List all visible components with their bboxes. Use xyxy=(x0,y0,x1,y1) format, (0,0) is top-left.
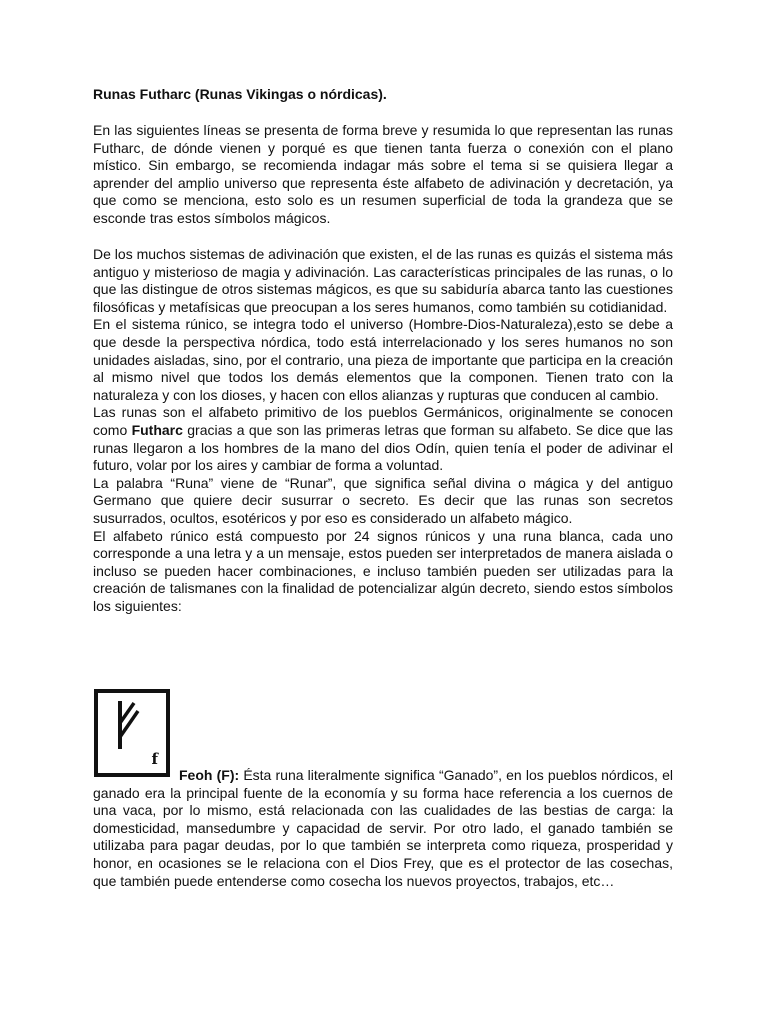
rune-letter-label: f xyxy=(151,750,158,768)
word-paragraph: La palabra “Runa” viene de “Runar”, que significa señal divina o mágica y del antiguo Germano que quiere decir susurrar o secreto. Es decir que las runas son secretos susurrados, ocultos, esotéricos y por eso es considerado un alfabeto mágico. xyxy=(93,474,673,526)
intro-paragraph: En las siguientes líneas se presenta de forma breve y resumida lo que representan las runas Futharc, de dónde vienen y porqué es que tienen tanta fuerza o conexión con el plano místico. Sin embargo, se recomienda indagar más sobre el tema si se quisiera llegar a aprender del amplio universo que representa éste alfabeto de adivinación y decretación, ya que como se menciona, esto solo es un resumen superficial de toda la grandeza que se esconde tras estos símbolos mágicos. xyxy=(93,122,673,226)
alphabet-text-start: Las runas son el alfabeto primitivo de los pueblos Germánicos, originalmente se conocen como xyxy=(93,404,673,438)
signs-paragraph: El alfabeto rúnico está compuesto por 24 signos rúnicos y una runa blanca, cada uno corresponde a una letra y a un mensaje, estos pueden ser interpretados de manera aislada o incluso se pueden hacer combinaciones, e incluso también pueden ser utilizadas para la creación de talismanes con la finalidad de potencializar algún decreto, siendo estos símbolos los siguientes: xyxy=(93,527,673,614)
document-title: Runas Futharc (Runas Vikingas o nórdicas). xyxy=(93,86,387,102)
systems-paragraph: De los muchos sistemas de adivinación que existen, el de las runas es quizás el sistema más antiguo y misterioso de magia y adivinación. Las características principales de las runas, o lo que las distingue de otros sistemas mágicos, es que su sabiduría abarca tanto las cuestiones filosóficas y metafísicas que preocupan a los seres humanos, como también su cotidianidad. xyxy=(93,246,673,315)
alphabet-paragraph xyxy=(93,404,673,474)
feoh-heading: Feoh (F): xyxy=(179,767,240,783)
feoh-description: Ésta runa literalmente significa “Ganado”, en los pueblos nórdicos, el ganado era la principal fuente de la economía y su forma hace referencia a los cuernos de una vaca, por lo mismo, está relacionada con las cualidades de las bestias de carga: la domesticidad, mansedumbre y capacidad de servir. Por otro lado, el ganado también se utilizaba para pagar deudas, por lo que también se interpreta como riqueza, prosperidad y honor, en ocasiones se le relaciona con el Dios Frey, que es el protector de las cosechas, que también puede entenderse como cosecha los nuevos proyectos, trabajos, etc… xyxy=(93,767,674,889)
futharc-term: Futharc xyxy=(131,421,183,438)
feoh-paragraph xyxy=(93,767,673,890)
fehu-rune-icon xyxy=(94,689,170,777)
alphabet-text-end: gracias a que son las primeras letras que forman su alfabeto. Se dice que las runas llegaron a los hombres de la mano del dios Odín, quien tenía el poder de adivinar el futuro, volar por los aires y cambiar de forma a voluntad. xyxy=(93,421,673,474)
universe-paragraph: En el sistema rúnico, se integra todo el universo (Hombre-Dios-Naturaleza),esto se debe a que desde la perspectiva nórdica, todo está interrelacionado y los seres humanos no son unidades aisladas, sino, por el contrario, una pieza de importante que participa en la creación al mismo nivel que todos los demás elementos que la componen. Tienen trato con la naturaleza y con los dioses, y hacen con ellos alianzas y rupturas que conducen al cambio. xyxy=(93,316,673,403)
body-paragraphs xyxy=(93,246,673,615)
